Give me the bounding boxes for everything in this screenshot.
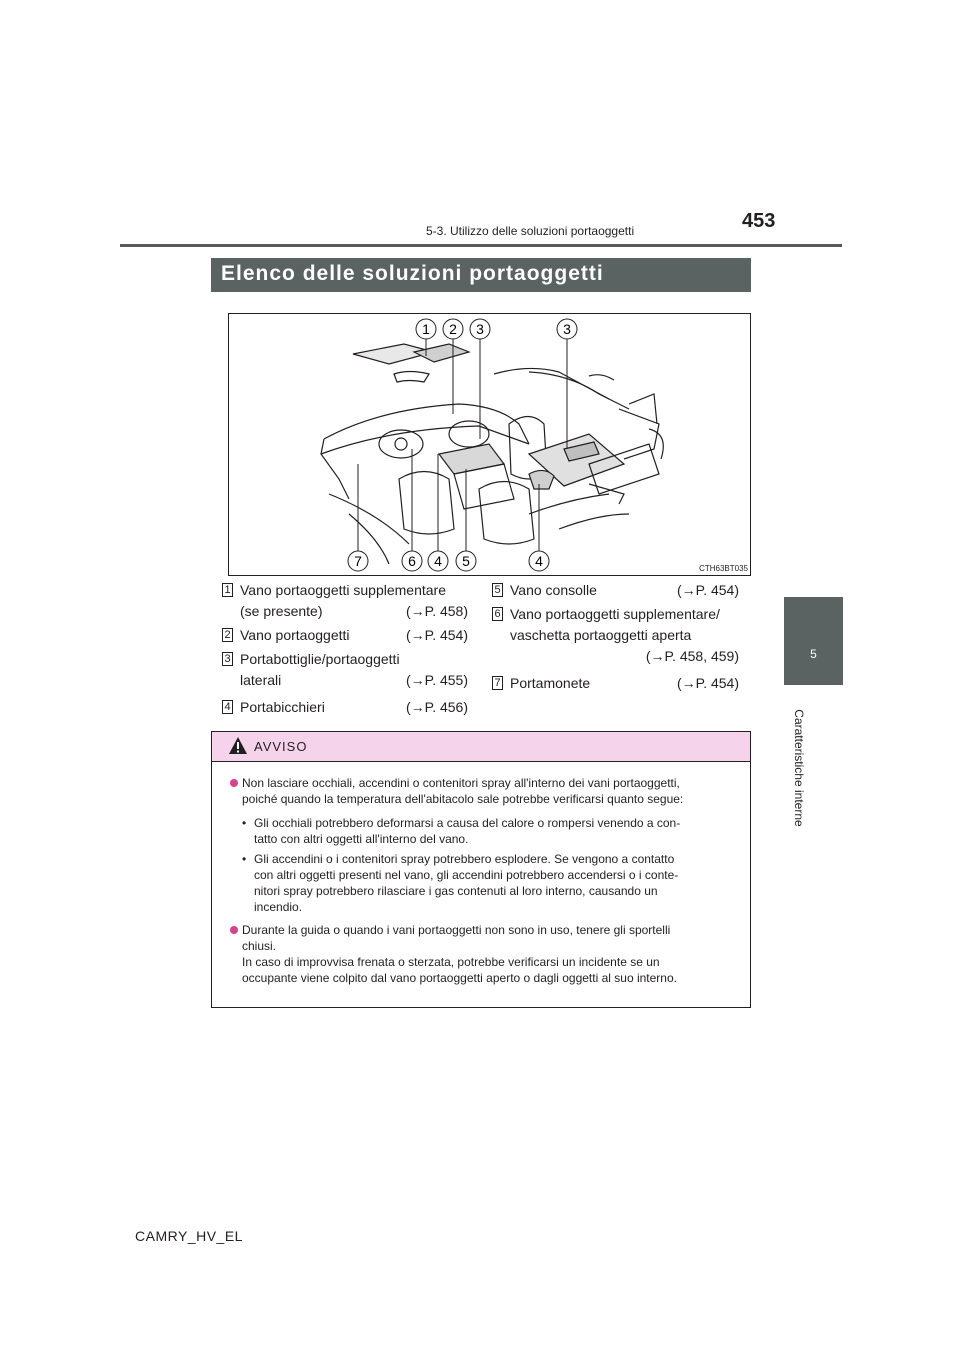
legend-num-4: 4: [222, 700, 233, 714]
callout-4a: [428, 551, 448, 571]
legend-text-4[interactable]: Portabicchieri: [240, 699, 325, 715]
warning-sub-1-line-2: tatto con altri oggetti all'interno del vano.: [254, 832, 469, 846]
callout-4a-label: 4: [434, 553, 442, 569]
footer-model-code: CAMRY_HV_EL: [135, 1228, 243, 1244]
legend-text-1b: (se presente): [240, 603, 323, 619]
warning-sub-2-line-4: incendio.: [254, 900, 303, 914]
warning-box: [211, 731, 751, 1008]
legend-text-6b: vaschetta portaoggetti aperta: [510, 627, 692, 643]
legend-num-3: 3: [222, 652, 233, 666]
legend-text-3b: laterali: [240, 672, 282, 688]
legend-num-1: 1: [222, 583, 233, 597]
legend-text-7[interactable]: Portamonete: [510, 675, 591, 691]
legend-num-7: 7: [492, 676, 503, 690]
legend-item-5: [492, 580, 742, 601]
warning-para-1-line-1: Non lasciare occhiali, accendini o contenitori spray all'interno dei vani portaoggetti,: [242, 776, 680, 790]
legend-item-6: [492, 604, 742, 667]
callout-3a-label: 3: [476, 321, 484, 337]
warning-sub-2-line-3: nitori spray potrebbero rilasciare i gas contenuti al loro interno, causando un: [254, 884, 658, 898]
warning-para-2-line-4: occupante viene colpito dal vano portaoggetti aperto o dagli oggetti al suo interno.: [242, 971, 677, 985]
header-divider: [120, 244, 842, 247]
callout-1: [416, 319, 436, 339]
callout-7: [348, 551, 368, 571]
legend-num-6: 6: [492, 607, 503, 621]
warning-sub-2-line-2: con altri oggetti presenti nel vano, gli accendini potrebbero accendersi o i conte-: [254, 868, 679, 882]
legend-ref-6[interactable]: (→P. 458, 459): [645, 648, 739, 664]
warning-para-1-line-2: poiché quando la temperatura dell'abitacolo sale potrebbe verificarsi quanto segue:: [242, 792, 684, 806]
legend-text-2[interactable]: Vano portaoggetti: [240, 627, 350, 643]
legend-ref-3[interactable]: (→P. 455): [406, 672, 468, 688]
legend-text-1a[interactable]: Vano portaoggetti supplementare: [240, 582, 446, 598]
callout-2: [443, 319, 463, 339]
warning-header: [212, 732, 750, 762]
callout-6-label: 6: [408, 553, 416, 569]
warning-sub-2: [242, 851, 745, 915]
warning-para-2-line-1: Durante la guida o quando i vani portaoggetti non sono in uso, tenere gli sportelli: [242, 923, 671, 937]
legend-item-4: [222, 697, 472, 718]
warning-triangle-icon: [228, 736, 248, 755]
page-number: 453: [742, 210, 776, 232]
callout-3b-label: 3: [563, 321, 571, 337]
car-interior-figure: [228, 313, 751, 576]
sub-bullet-2: •: [242, 852, 247, 866]
chapter-label: Caratteristiche interne: [792, 709, 806, 827]
legend-num-5: 5: [492, 583, 503, 597]
callout-1-label: 1: [422, 321, 430, 337]
legend-ref-7[interactable]: (→P. 454): [677, 675, 739, 691]
figure-code: CTH63BT035: [699, 564, 748, 573]
running-head: 5-3. Utilizzo delle soluzioni portaoggetti: [426, 224, 635, 238]
legend-text-3a[interactable]: Portabottiglie/portaoggetti: [240, 651, 400, 667]
legend-ref-1[interactable]: (→P. 458): [406, 603, 468, 619]
section-title: Elenco delle soluzioni portaoggetti: [211, 258, 751, 292]
legend-text-6a[interactable]: Vano portaoggetti supplementare/: [510, 606, 720, 622]
callout-6: [402, 551, 422, 571]
callout-2-label: 2: [449, 321, 457, 337]
legend-num-2: 2: [222, 628, 233, 642]
warning-sub-1-line-1: Gli occhiali potrebbero deformarsi a causa del calore o rompersi venendo a con-: [254, 816, 681, 830]
callout-3b: [557, 319, 577, 339]
callout-4b-label: 4: [535, 553, 543, 569]
legend-left: [222, 580, 472, 720]
legend-item-1: [222, 580, 472, 622]
callout-4b: [529, 551, 549, 571]
callout-3a: [470, 319, 490, 339]
sub-bullet-1: •: [242, 816, 247, 830]
pink-bullet-icon: [230, 779, 238, 787]
car-interior-illustration: [229, 314, 752, 577]
warning-para-1: [242, 775, 745, 807]
callout-5-label: 5: [462, 553, 470, 569]
pink-bullet-icon: [230, 926, 238, 934]
legend-right: [492, 580, 742, 695]
legend-item-3: [222, 649, 472, 691]
callout-5: [456, 551, 476, 571]
legend-item-2: [222, 625, 472, 646]
legend-item-7: [492, 673, 742, 694]
legend-ref-4[interactable]: (→P. 456): [406, 699, 468, 715]
warning-para-2-line-2: chiusi.: [242, 939, 277, 953]
callout-7-label: 7: [354, 553, 362, 569]
warning-para-2-line-3: In caso di improvvisa frenata o sterzata, potrebbe verificarsi un incidente se un: [242, 955, 660, 969]
warning-title: AVVISO: [254, 739, 308, 754]
legend-ref-2[interactable]: (→P. 454): [406, 627, 468, 643]
chapter-number: 5: [810, 647, 817, 661]
warning-sub-1: [242, 815, 745, 847]
warning-sub-2-line-1: Gli accendini o i contenitori spray potrebbero esplodere. Se vengono a contatto: [254, 852, 675, 866]
legend-text-5[interactable]: Vano consolle: [510, 582, 597, 598]
legend-ref-5[interactable]: (→P. 454): [677, 582, 739, 598]
warning-para-2: [242, 922, 745, 986]
